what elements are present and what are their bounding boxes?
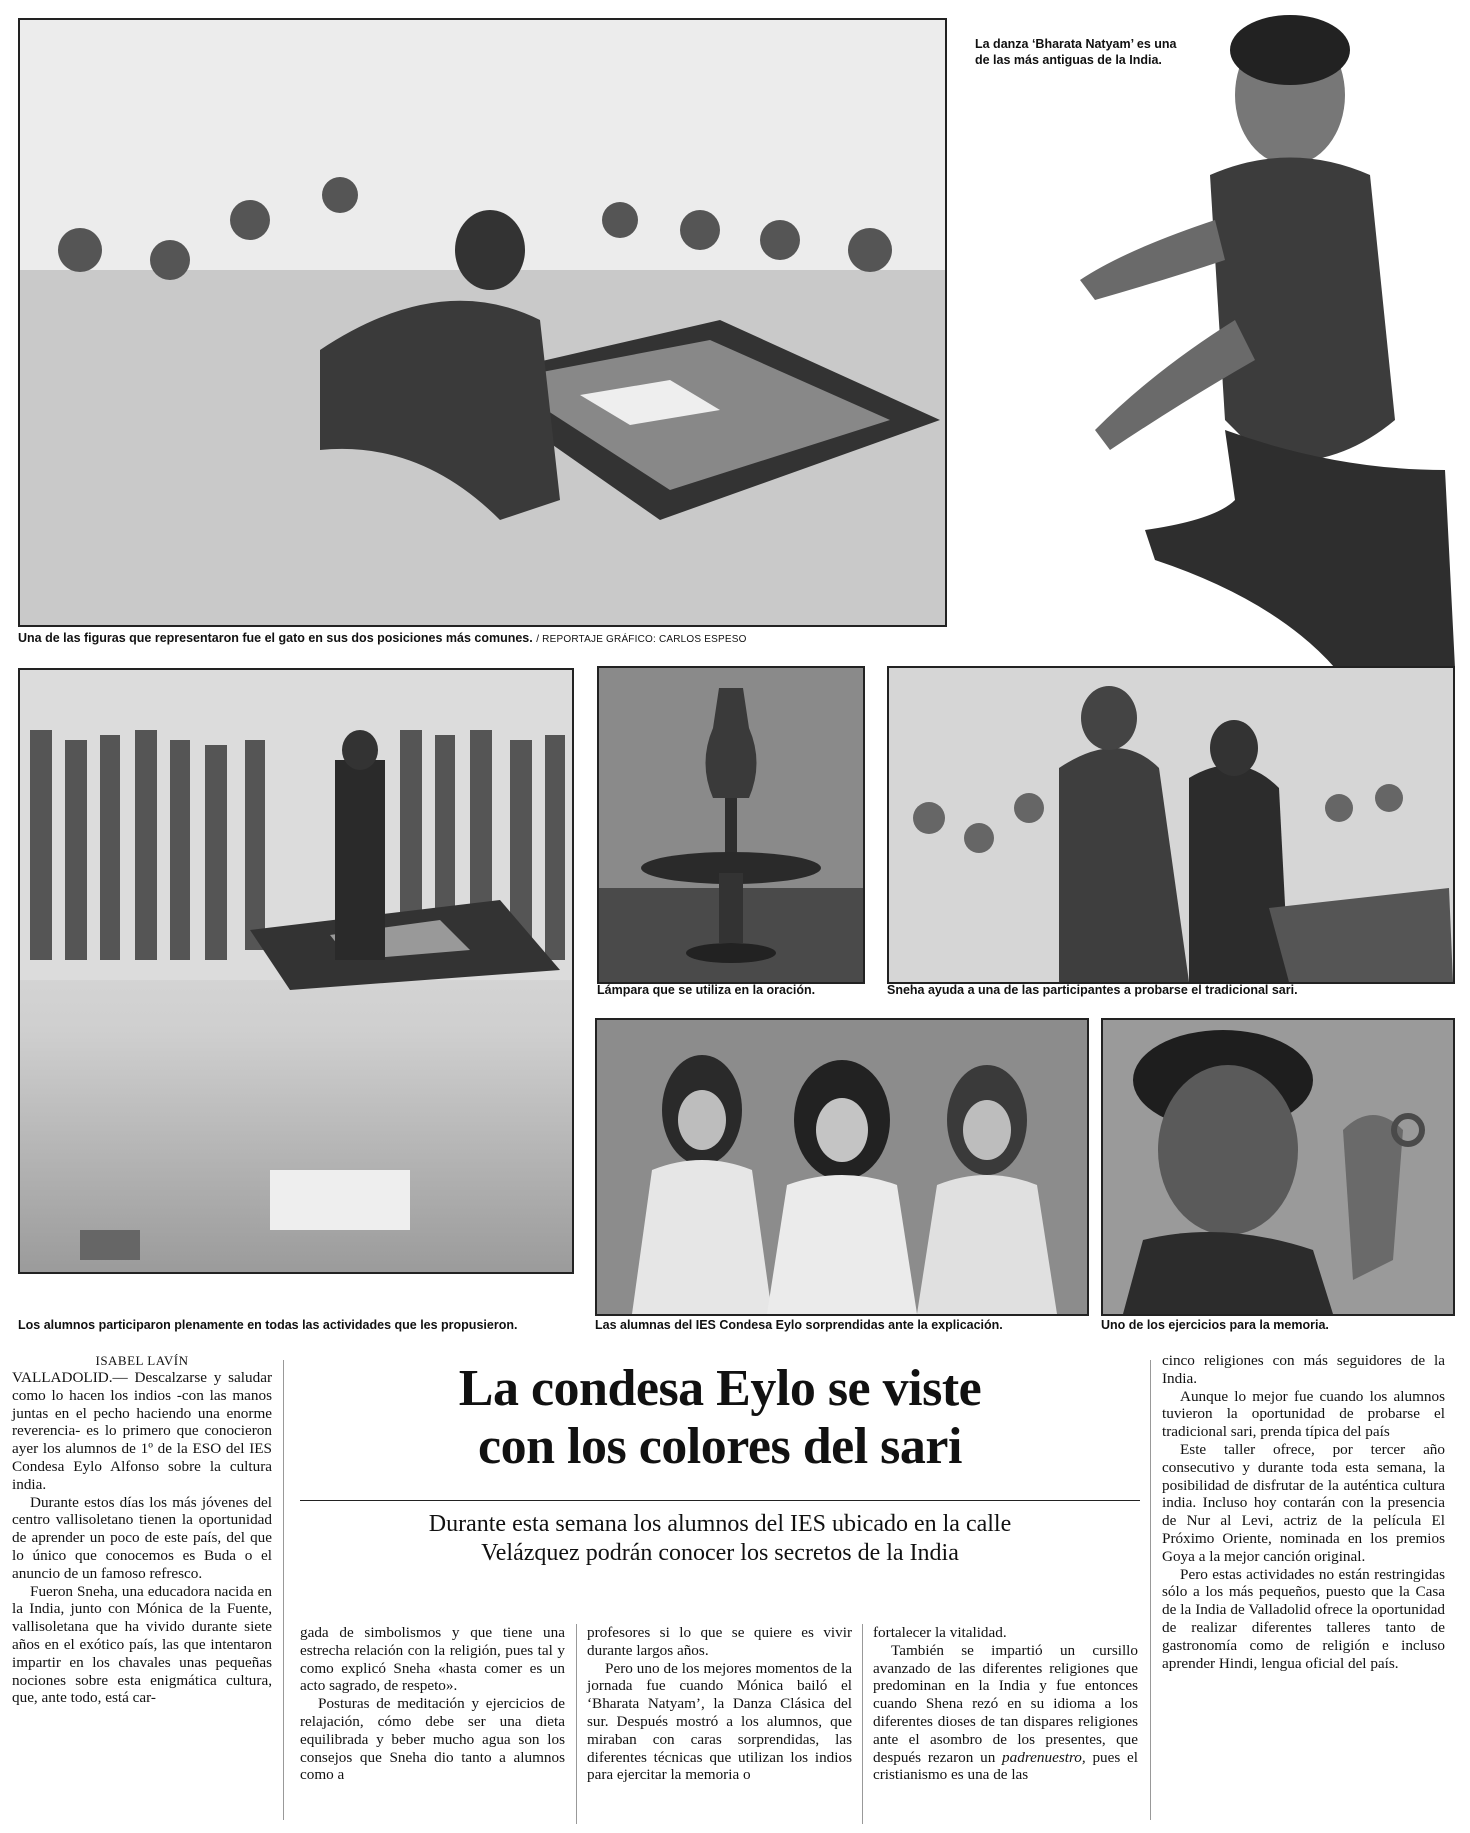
article-col2-p2: Posturas de meditación y ejercicios de relajación, cómo debe ser una dieta equilibrada y beber mucho agua son los consejos que Sneha dio tanto a alumnos como a (300, 1695, 565, 1784)
headline-rule (300, 1500, 1140, 1501)
photo-dancer (1035, 0, 1470, 668)
subhead (300, 1510, 1140, 1568)
article-col1-p1: VALLADOLID.— Descalzarse y saludar como lo hacen los indios -con las manos juntas en el pecho haciendo una enorme reverencia- es lo primero que conocieron ayer los alumnos de 1º de la ESO del IES Condesa Eylo Alfonso sobre la cultura india. (12, 1369, 272, 1493)
photo-dancer-illustration (1035, 0, 1470, 668)
article-col4-p2-em: padrenuestro, (1002, 1748, 1086, 1766)
photo-students (18, 668, 574, 1274)
column-rule-4 (1150, 1360, 1151, 1820)
photo-cat-pose-illustration (20, 20, 945, 625)
article-col1-p2: Durante estos días los más jóvenes del centro vallisoletano tienen la oportunidad de aprender un poco de este país, del que lo único que conocemos es Buda o el anuncio de un famoso refresco. (12, 1493, 272, 1582)
caption-dancer-line2: de las más antiguas de la India. (975, 53, 1162, 67)
headline-line1: La condesa Eylo se viste (458, 1360, 982, 1417)
article-column-4 (873, 1624, 1138, 1784)
article-col5-p1: cinco religiones con más seguidores de la India. (1162, 1352, 1445, 1387)
photo-sari (887, 666, 1455, 984)
article-col1-p3: Fueron Sneha, una educadora nacida en la India, junto con Mónica de la Fuente, vallisoletana que ha vivido durante siete años en el exótico país, las que intentaron impartir en los chavales unas pequeñas nociones sobre esta enigmática cultura, que, ante todo, está car- (12, 1582, 272, 1707)
caption-lamp: Lámpara que se utiliza en la oración. (597, 983, 816, 997)
caption-dancer-line1: La danza ‘Bharata Natyam’ es una (975, 37, 1177, 51)
article-col5-p2: Aunque lo mejor fue cuando los alumnos tuvieron la oportunidad de probarse el tradicional sari, prenda típica del país (1162, 1387, 1445, 1441)
column-rule-2 (576, 1624, 577, 1824)
article-column-2 (300, 1624, 565, 1784)
photo-memory (1101, 1018, 1455, 1316)
photo-girls-illustration (597, 1020, 1087, 1314)
headline-line2: con los colores del sari (478, 1418, 962, 1475)
caption-cat-pose-text: Una de las figuras que representaron fue el gato en sus dos posiciones más comunes. (18, 631, 533, 645)
article-col5-p3: Este taller ofrece, por tercer año consecutivo y durante toda esta semana, la posibilidad de disfrutar de la auténtica cultura india. Incluso hoy contarán con la presencia de Nur al Levi, actriz de la película El Próximo Oriente, nominada en los premios Goya a la mejor canción original. (1162, 1440, 1445, 1565)
caption-girls: Las alumnas del IES Condesa Eylo sorprendidas ante la explicación. (595, 1318, 1003, 1332)
article-col4-p2-b: pues el cristianismo es una de las (873, 1748, 1138, 1784)
column-rule-3 (862, 1624, 863, 1824)
caption-cat-pose (18, 631, 747, 647)
article-col4-p2-a: También se impartió un cursillo avanzado de las diferentes religiones que predominan en la India y fue entonces cuando Shena rezó en su idioma a los diferentes dioses de tan dispares religiones ante el asombro de los presentes, que después rezaron un (873, 1641, 1138, 1766)
article-col3-p2: Pero uno de los mejores momentos de la jornada fue cuando Mónica bailó el ‘Bharata Natyam’, la Danza Clásica del sur. Después mostró a los alumnos, que miraban con caras sorprendidas, las diferentes técnicas que utilizan los indios para ejercitar la memoria o (587, 1659, 852, 1784)
photo-lamp-illustration (599, 668, 863, 982)
photo-cat-pose (18, 18, 947, 627)
caption-sari: Sneha ayuda a una de las participantes a probarse el tradicional sari. (887, 983, 1298, 997)
article-column-1 (12, 1352, 272, 1707)
photo-girls (595, 1018, 1089, 1316)
article-col2-p1: gada de simbolismos y que tiene una estrecha relación con la religión, pues tal y como explicó Sneha «hasta comer es un acto sagrado, de respeto». (300, 1624, 565, 1695)
article-column-5 (1162, 1352, 1445, 1672)
byline: ISABEL LAVÍN (95, 1353, 189, 1368)
photo-credit: / REPORTAJE GRÁFICO: CARLOS ESPESO (536, 634, 747, 645)
photo-memory-illustration (1103, 1020, 1453, 1314)
article-col4-p2 (873, 1642, 1138, 1784)
headline (300, 1360, 1140, 1476)
caption-memory: Uno de los ejercicios para la memoria. (1101, 1318, 1329, 1332)
article-col3-p1: profesores si lo que se quiere es vivir durante largos años. (587, 1624, 852, 1659)
article-column-3 (587, 1624, 852, 1784)
article-col5-p4: Pero estas actividades no están restringidas sólo a los más pequeños, puesto que la Casa de la India de Valladolid ofrece la oportunidad de realizar diferentes talleres tanto de gastronomía como de religión e incluso aprender Hindi, lengua oficial del país. (1162, 1565, 1445, 1672)
column-rule-1 (283, 1360, 284, 1820)
photo-students-illustration (20, 670, 572, 1272)
photo-lamp (597, 666, 865, 984)
article-col4-p1: fortalecer la vitalidad. (873, 1624, 1007, 1641)
subhead-line2: Velázquez podrán conocer los secretos de la India (481, 1540, 959, 1566)
photo-sari-illustration (889, 668, 1453, 982)
caption-students: Los alumnos participaron plenamente en todas las actividades que les propusieron. (18, 1318, 518, 1332)
subhead-line1: Durante esta semana los alumnos del IES ubicado en la calle (428, 1511, 1012, 1537)
caption-dancer (975, 36, 1176, 68)
